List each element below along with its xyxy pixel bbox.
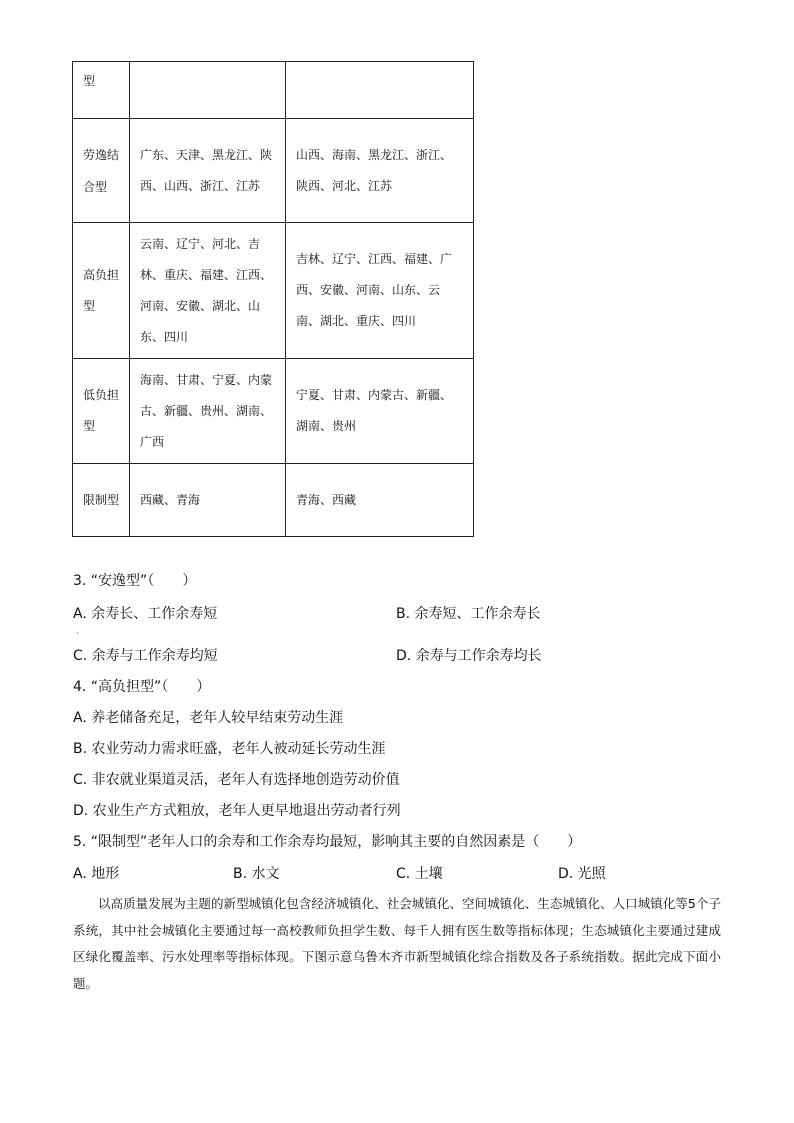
type-cell: 低负担型 bbox=[73, 359, 130, 464]
table-cell: 西藏、青海 bbox=[130, 464, 286, 537]
question-5-option-d: D. 光照 bbox=[558, 866, 606, 882]
table-cell: 广东、天津、黑龙江、陕西、山西、浙江、江苏 bbox=[130, 119, 286, 223]
type-cell: 限制型 bbox=[73, 464, 130, 537]
type-cell: 型 bbox=[73, 62, 130, 119]
table-row bbox=[73, 62, 474, 119]
table-cell: 吉林、辽宁、江西、福建、广西、安徽、河南、山东、云南、湖北、重庆、四川 bbox=[286, 223, 474, 359]
table-cell bbox=[130, 62, 286, 119]
table-cell: 青海、西藏 bbox=[286, 464, 474, 537]
table-cell bbox=[286, 62, 474, 119]
question-4-option-d: D. 农业生产方式粗放，老年人更早地退出劳动者行列 bbox=[73, 803, 401, 819]
table-cell: 宁夏、甘肃、内蒙古、新疆、湖南、贵州 bbox=[286, 359, 474, 464]
reading-passage: 以高质量发展为主题的新型城镇化包含经济城镇化、社会城镇化、空间城镇化、生态城镇化、人口城镇化等5个子系统，其中社会城镇化主要通过每一高校教师负担学生数、每千人拥有医生数等指标体现；生态城镇化主要通过建成区绿化覆盖率、污水处理率等指标体现。下图示意乌鲁木齐市新型城镇化综合指数及各子系统指数。据此完成下面小题。 bbox=[73, 896, 721, 991]
question-3-stem: 3. “安逸型”（ ） bbox=[73, 573, 197, 589]
question-4-option-c: C. 非农就业渠道灵活，老年人有选择地创造劳动价值 bbox=[73, 772, 400, 788]
question-4-option-b: B. 农业劳动力需求旺盛，老年人被动延长劳动生涯 bbox=[73, 741, 386, 757]
question-3-option-b: B. 余寿短、工作余寿长 bbox=[396, 606, 541, 622]
type-cell: 劳逸结合型 bbox=[73, 119, 130, 223]
question-4-stem: 4. “高负担型”（ ） bbox=[73, 679, 211, 695]
table-cell: 海南、甘肃、宁夏、内蒙古、新疆、贵州、湖南、广西 bbox=[130, 359, 286, 464]
question-4-option-a: A. 养老储备充足，老年人较早结束劳动生涯 bbox=[73, 710, 344, 726]
table-row bbox=[73, 359, 474, 464]
decorative-dot: · bbox=[76, 629, 79, 638]
question-3-option-d: D. 余寿与工作余寿均长 bbox=[396, 648, 542, 664]
question-5-option-a: A. 地形 bbox=[73, 866, 120, 882]
question-5-option-c: C. 土壤 bbox=[396, 866, 443, 882]
question-3-option-c: C. 余寿与工作余寿均短 bbox=[73, 648, 218, 664]
province-classification-table bbox=[72, 61, 474, 537]
table-row bbox=[73, 464, 474, 537]
type-cell: 高负担型 bbox=[73, 223, 130, 359]
table-cell: 云南、辽宁、河北、吉林、重庆、福建、江西、河南、安徽、湖北、山东、四川 bbox=[130, 223, 286, 359]
table-row bbox=[73, 223, 474, 359]
question-3-option-a: A. 余寿长、工作余寿短 bbox=[73, 606, 218, 622]
question-5-option-b: B. 水文 bbox=[233, 866, 280, 882]
table-cell: 山西、海南、黑龙江、浙江、陕西、河北、江苏 bbox=[286, 119, 474, 223]
question-5-stem: 5. “限制型”老年人口的余寿和工作余寿均最短，影响其主要的自然因素是（ ） bbox=[73, 834, 582, 850]
table-row bbox=[73, 119, 474, 223]
